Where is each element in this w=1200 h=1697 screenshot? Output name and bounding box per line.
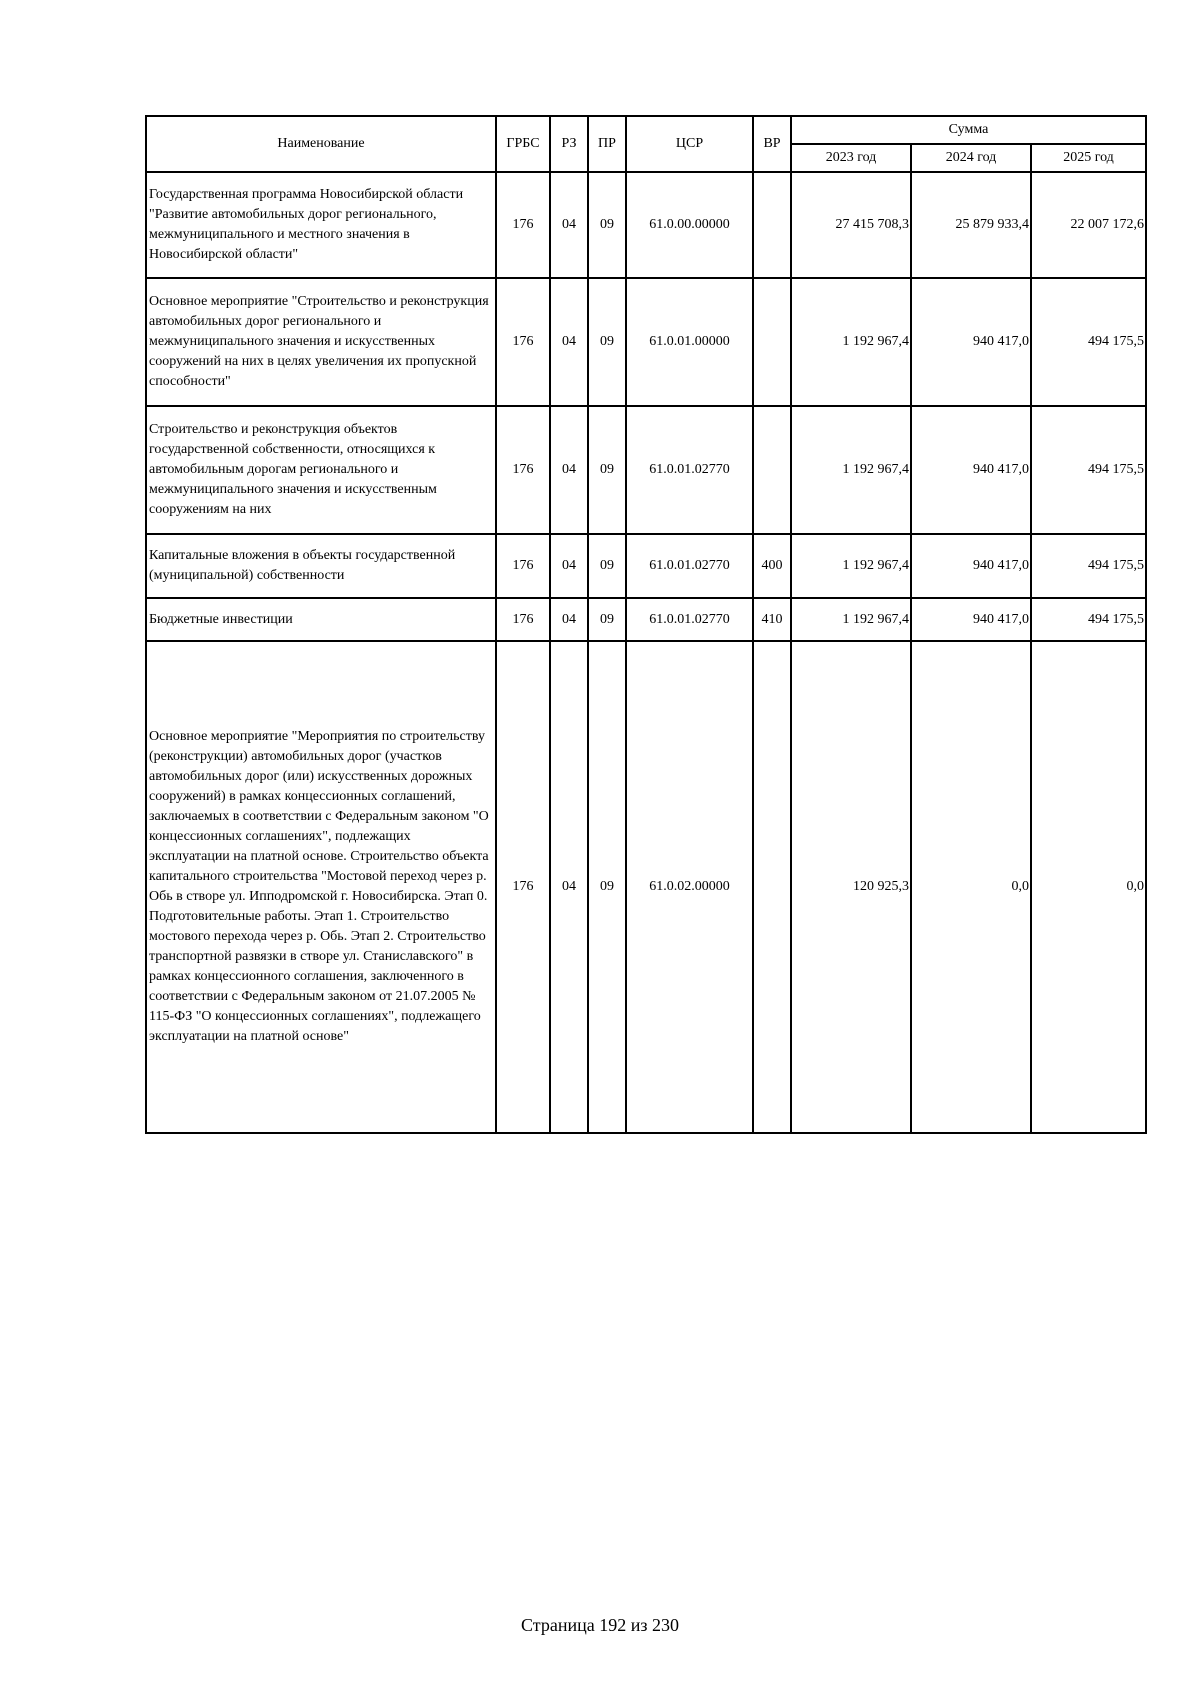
row-2025: 494 175,5 bbox=[1031, 278, 1146, 406]
budget-table bbox=[145, 115, 1147, 1134]
row-csr: 61.0.02.00000 bbox=[626, 641, 753, 1133]
row-pr: 09 bbox=[588, 278, 626, 406]
row-name: Строительство и реконструкция объектов государственной собственности, относящихся к автомобильным дорогам регионального и межмуниципального значения и искусственным сооружениям на них bbox=[146, 406, 496, 534]
row-grbs: 176 bbox=[496, 598, 550, 641]
table-row bbox=[146, 172, 1146, 278]
header-pr: ПР bbox=[588, 116, 626, 172]
row-2023: 1 192 967,4 bbox=[791, 406, 911, 534]
row-vr bbox=[753, 172, 791, 278]
row-csr: 61.0.01.02770 bbox=[626, 534, 753, 598]
row-grbs: 176 bbox=[496, 534, 550, 598]
header-rz: РЗ bbox=[550, 116, 588, 172]
row-name: Бюджетные инвестиции bbox=[146, 598, 496, 641]
row-2023: 120 925,3 bbox=[791, 641, 911, 1133]
header-2023: 2023 год bbox=[791, 144, 911, 172]
header-2024: 2024 год bbox=[911, 144, 1031, 172]
row-2023: 1 192 967,4 bbox=[791, 534, 911, 598]
row-pr: 09 bbox=[588, 406, 626, 534]
row-2023: 27 415 708,3 bbox=[791, 172, 911, 278]
row-name: Основное мероприятие "Мероприятия по строительству (реконструкции) автомобильных дорог (участков автомобильных дорог (или) искусственных дорожных сооружений) в рамках концессионных соглашений, заключаемых в соответствии с Федеральным законом "О концессионных соглашениях", подлежащих эксплуатации на платной основе. Строительство объекта капитального строительства "Мостовой переход через р. Обь в створе ул. Ипподромской г. Новосибирска. Этап 0. Подготовительные работы. Этап 1. Строительство мостового перехода через р. Обь. Этап 2. Строительство транспортной развязки в створе ул. Станиславского" в рамках концессионного соглашения, заключенного в соответствии с Федеральным законом от 21.07.2005 № 115-ФЗ "О концессионных соглашениях", подлежащего эксплуатации на платной основе" bbox=[146, 641, 496, 1133]
table-row bbox=[146, 534, 1146, 598]
row-2023: 1 192 967,4 bbox=[791, 598, 911, 641]
row-vr bbox=[753, 278, 791, 406]
row-vr bbox=[753, 406, 791, 534]
row-csr: 61.0.00.00000 bbox=[626, 172, 753, 278]
header-vr: ВР bbox=[753, 116, 791, 172]
table-row bbox=[146, 598, 1146, 641]
table-header bbox=[146, 116, 1146, 172]
row-grbs: 176 bbox=[496, 641, 550, 1133]
row-rz: 04 bbox=[550, 598, 588, 641]
header-grbs: ГРБС bbox=[496, 116, 550, 172]
row-rz: 04 bbox=[550, 641, 588, 1133]
row-pr: 09 bbox=[588, 534, 626, 598]
row-2025: 494 175,5 bbox=[1031, 534, 1146, 598]
row-2023: 1 192 967,4 bbox=[791, 278, 911, 406]
row-vr: 400 bbox=[753, 534, 791, 598]
row-2025: 494 175,5 bbox=[1031, 598, 1146, 641]
row-csr: 61.0.01.02770 bbox=[626, 406, 753, 534]
row-2025: 0,0 bbox=[1031, 641, 1146, 1133]
row-grbs: 176 bbox=[496, 406, 550, 534]
header-sum: Сумма bbox=[791, 116, 1146, 144]
table-row bbox=[146, 406, 1146, 534]
row-grbs: 176 bbox=[496, 172, 550, 278]
row-2024: 25 879 933,4 bbox=[911, 172, 1031, 278]
row-pr: 09 bbox=[588, 641, 626, 1133]
row-csr: 61.0.01.02770 bbox=[626, 598, 753, 641]
row-rz: 04 bbox=[550, 172, 588, 278]
header-2025: 2025 год bbox=[1031, 144, 1146, 172]
row-csr: 61.0.01.00000 bbox=[626, 278, 753, 406]
row-2025: 494 175,5 bbox=[1031, 406, 1146, 534]
row-pr: 09 bbox=[588, 172, 626, 278]
header-csr: ЦСР bbox=[626, 116, 753, 172]
row-vr bbox=[753, 641, 791, 1133]
row-grbs: 176 bbox=[496, 278, 550, 406]
row-name: Капитальные вложения в объекты государственной (муниципальной) собственности bbox=[146, 534, 496, 598]
row-2024: 940 417,0 bbox=[911, 278, 1031, 406]
page-number: Страница 192 из 230 bbox=[521, 1615, 679, 1635]
header-name: Наименование bbox=[146, 116, 496, 172]
row-rz: 04 bbox=[550, 278, 588, 406]
row-2024: 940 417,0 bbox=[911, 534, 1031, 598]
table-row bbox=[146, 278, 1146, 406]
table-row bbox=[146, 641, 1146, 1133]
row-rz: 04 bbox=[550, 534, 588, 598]
row-2024: 0,0 bbox=[911, 641, 1031, 1133]
row-2024: 940 417,0 bbox=[911, 406, 1031, 534]
row-pr: 09 bbox=[588, 598, 626, 641]
row-name: Основное мероприятие "Строительство и реконструкция автомобильных дорог регионального и межмуниципального значения и искусственных сооружений на них в целях увеличения их пропускной способности" bbox=[146, 278, 496, 406]
row-vr: 410 bbox=[753, 598, 791, 641]
row-name: Государственная программа Новосибирской области "Развитие автомобильных дорог регионального, межмуниципального и местного значения в Новосибирской области" bbox=[146, 172, 496, 278]
row-rz: 04 bbox=[550, 406, 588, 534]
row-2024: 940 417,0 bbox=[911, 598, 1031, 641]
row-2025: 22 007 172,6 bbox=[1031, 172, 1146, 278]
